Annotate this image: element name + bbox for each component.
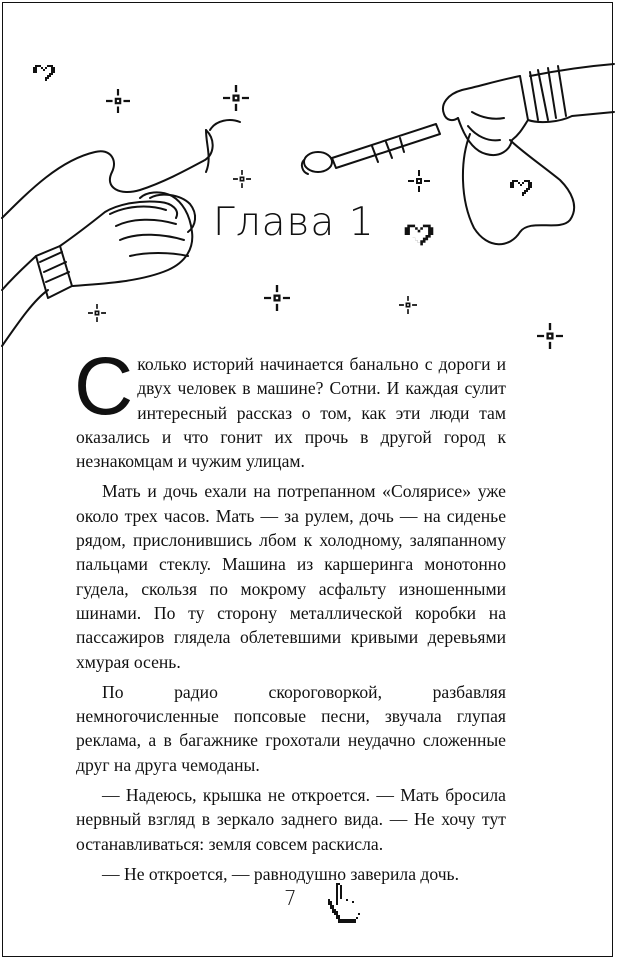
pixel-heart-icon xyxy=(33,63,55,83)
pixel-sparkle-icon xyxy=(223,85,249,111)
paragraph-text: колько историй начинается банально с дороги и двух человек в машине? Сотни. И каждая сулит интересный рассказ о том, как эти люди там оказались и что гонит их прочь в другой город к незнакомцам и чужим улицам. xyxy=(76,354,506,472)
pixel-sparkle-icon xyxy=(233,170,251,188)
pixel-sparkle-icon xyxy=(106,89,130,113)
pixel-heart-icon xyxy=(510,178,532,198)
paragraph: По радио скороговоркой, разбавляя немногочисленные попсовые песни, звучала глупая реклама, а в багажнике грохотали неудачно сложенные друг на друга чемоданы. xyxy=(76,681,506,775)
paragraph: Мать и дочь ехали на потрепанном «Солярисе» уже около трех часов. Мать — за рулем, дочь — на сиденье рядом, прислонившись лбом к холодному, заляпанному пальцами стеклу. Машина из каршеринга монотонно гудела, скользя по мокрому асфальту изношенными шинами. По ту сторону металлической коробки на пассажиров глядела облетевшими кривыми деревьями хмурая осень. xyxy=(76,481,506,672)
page-number: 7 xyxy=(284,886,297,910)
pixel-sparkle-icon xyxy=(264,285,290,311)
chapter-title: Глава 1 xyxy=(213,200,375,245)
pixel-heart-icon xyxy=(404,222,434,248)
pixel-sparkle-icon xyxy=(537,323,563,349)
chapter-body xyxy=(74,341,506,892)
paragraph xyxy=(74,341,506,473)
pixel-sparkle-icon xyxy=(399,296,417,314)
pointing-hand-cursor-icon xyxy=(324,881,364,923)
paragraph: — Надеюсь, крышка не откроется. — Мать бросила нервный взгляд в зеркало заднего вида. — Не хочу тут останавливаться: земля совсем раскисла. xyxy=(76,785,506,854)
pixel-sparkle-icon xyxy=(88,304,106,322)
left-hand-with-mouse-illustration xyxy=(2,130,213,346)
paragraph: — Не откроется, — равнодушно заверила дочь. xyxy=(102,863,459,884)
pixel-sparkle-icon xyxy=(408,170,430,192)
drop-cap: С xyxy=(74,341,134,432)
